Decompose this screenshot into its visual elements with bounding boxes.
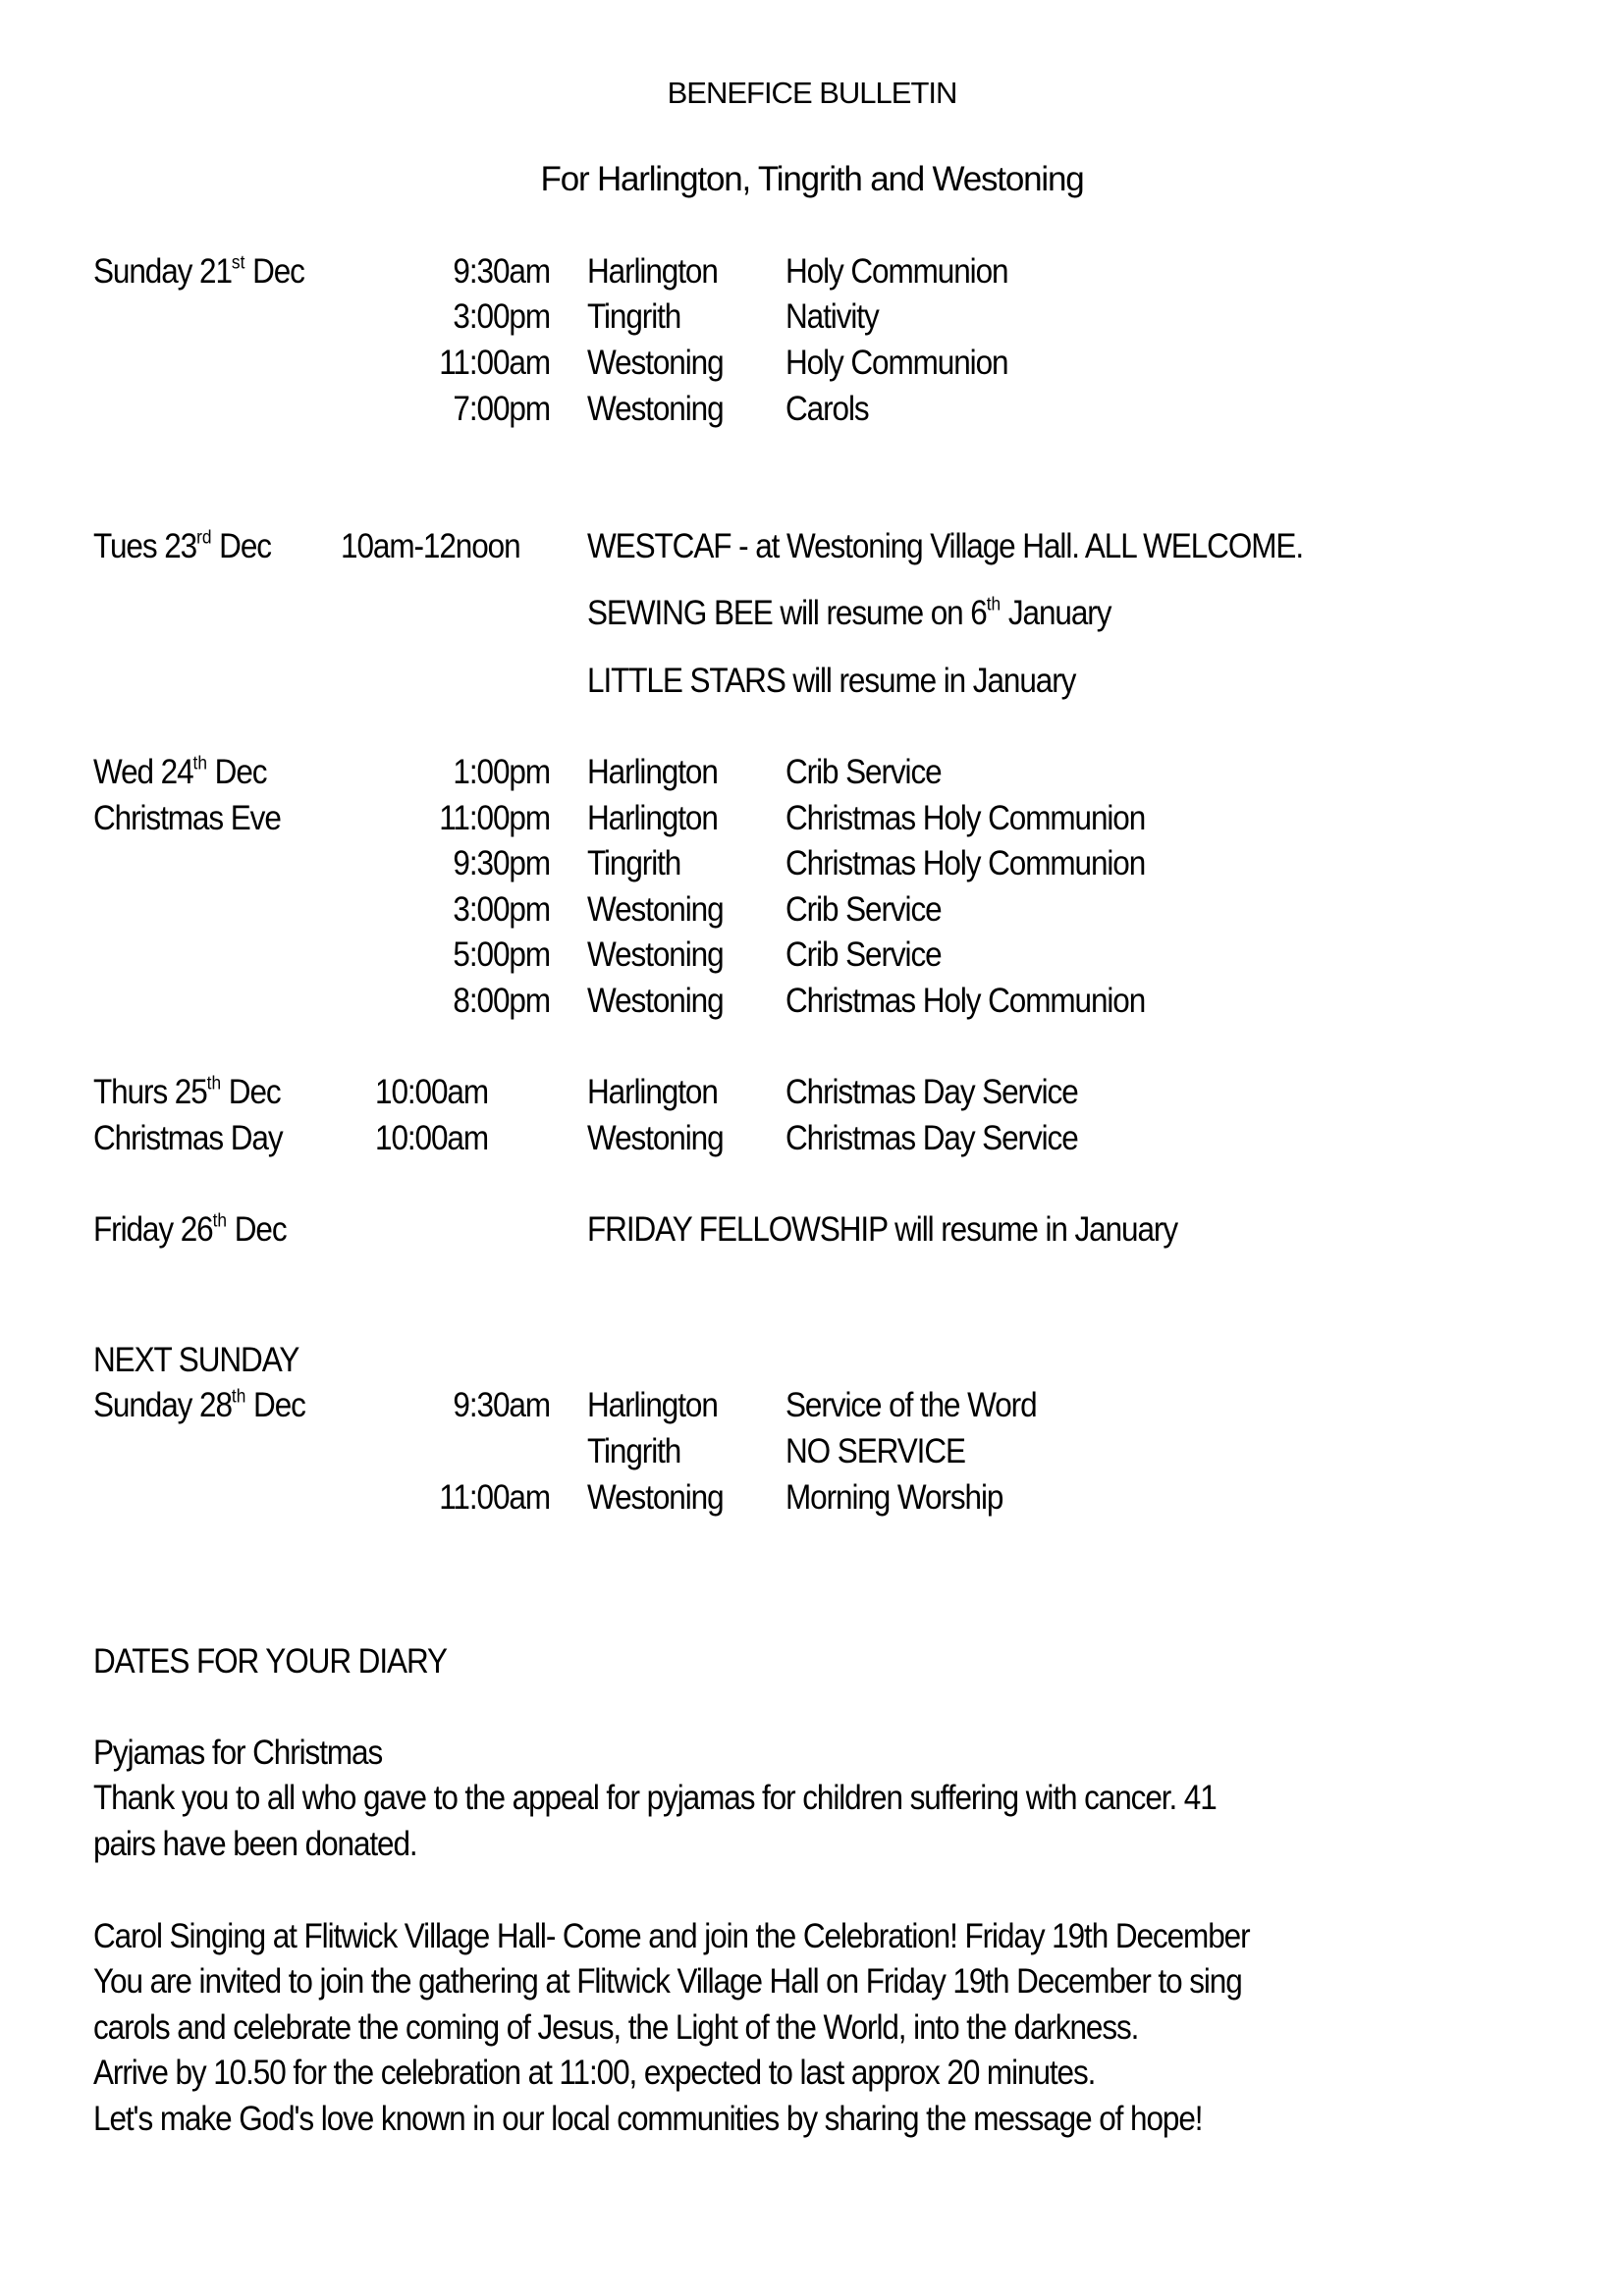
service-place: Harlington: [587, 252, 718, 291]
event-time-westcaf: 10am-12noon: [341, 527, 520, 565]
service-place: Westoning: [587, 1478, 724, 1517]
service-place: Harlington: [587, 1386, 718, 1424]
carols-line: Carol Singing at Flitwick Village Hall- Come and join the Celebration! Friday 19th December: [93, 1917, 1250, 1955]
next-sunday-heading: NEXT SUNDAY: [93, 1341, 299, 1379]
carols-line: Let's make God's love known in our local communities by sharing the message of hope!: [93, 2100, 1203, 2138]
service-place: Westoning: [587, 390, 724, 428]
date-thurs-25: Thurs 25th Dec: [93, 1073, 281, 1111]
service-time: 11:00am: [439, 344, 550, 382]
service-name: Service of the Word: [785, 1386, 1037, 1424]
service-place: Westoning: [587, 982, 724, 1020]
pyjamas-title: Pyjamas for Christmas: [93, 1734, 383, 1772]
service-place: Westoning: [587, 344, 724, 382]
service-name: NO SERVICE: [785, 1432, 965, 1470]
service-time: 7:00pm: [453, 390, 550, 428]
service-time: 10:00am: [375, 1119, 489, 1157]
event-westcaf: [587, 524, 1303, 569]
service-place: Tingrith: [587, 844, 681, 882]
service-name: Crib Service: [785, 890, 942, 929]
service-time: 5:00pm: [453, 935, 550, 974]
label-christmas-eve: Christmas Eve: [93, 799, 281, 837]
service-time: 9:30pm: [453, 844, 550, 882]
service-time: 9:30am: [453, 252, 550, 291]
service-time: 11:00am: [439, 1478, 550, 1517]
carols-line: carols and celebrate the coming of Jesus, the Light of the World, into the darkness.: [93, 2008, 1139, 2047]
service-time: 3:00pm: [453, 297, 550, 336]
bulletin-title: BENEFICE BULLETIN: [667, 76, 957, 110]
service-time: 1:00pm: [453, 753, 550, 791]
service-name: Christmas Day Service: [785, 1119, 1078, 1157]
date-sunday-28: Sunday 28th Dec: [93, 1386, 305, 1424]
service-name: Christmas Holy Communion: [785, 982, 1146, 1020]
service-name: Morning Worship: [785, 1478, 1003, 1517]
service-name: Nativity: [785, 297, 879, 336]
service-time: 9:30am: [453, 1386, 550, 1424]
service-place: Harlington: [587, 1073, 718, 1111]
service-place: Westoning: [587, 935, 724, 974]
carols-line: You are invited to join the gathering at Flitwick Village Hall on Friday 19th December to sing: [93, 1962, 1242, 2001]
service-name: Christmas Holy Communion: [785, 799, 1146, 837]
label-christmas-day: Christmas Day: [93, 1119, 283, 1157]
service-name: Holy Communion: [785, 344, 1008, 382]
service-place: Westoning: [587, 890, 724, 929]
service-name: Christmas Holy Communion: [785, 844, 1146, 882]
bulletin-subtitle: For Harlington, Tingrith and Westoning: [540, 160, 1084, 198]
event-sewing-bee: SEWING BEE will resume on 6th January: [587, 594, 1111, 632]
pyjamas-line: pairs have been donated.: [93, 1825, 417, 1863]
event-friday-fellowship: FRIDAY FELLOWSHIP will resume in January: [587, 1210, 1178, 1249]
pyjamas-line: Thank you to all who gave to the appeal for pyjamas for children suffering with cancer. 41: [93, 1779, 1217, 1817]
service-name: Crib Service: [785, 753, 942, 791]
service-place: Tingrith: [587, 297, 681, 336]
service-place: Harlington: [587, 799, 718, 837]
service-name: Holy Communion: [785, 252, 1008, 291]
service-place: Harlington: [587, 753, 718, 791]
service-place: Westoning: [587, 1119, 724, 1157]
service-time: 11:00pm: [439, 799, 550, 837]
diary-heading: DATES FOR YOUR DIARY: [93, 1642, 447, 1681]
carols-line: Arrive by 10.50 for the celebration at 11:00, expected to last approx 20 minutes.: [93, 2054, 1096, 2092]
service-time: 10:00am: [375, 1073, 489, 1111]
westcaf-name: WESTCAF: [587, 527, 731, 565]
event-little-stars: LITTLE STARS will resume in January: [587, 662, 1076, 700]
date-tues-23: Tues 23rd Dec: [93, 527, 271, 565]
service-name: Crib Service: [785, 935, 942, 974]
westcaf-details: - at Westoning Village Hall. ALL WELCOME.: [731, 527, 1304, 565]
date-sunday-21: Sunday 21st Dec: [93, 252, 304, 291]
date-wed-24: Wed 24th Dec: [93, 753, 267, 791]
service-time: 3:00pm: [453, 890, 550, 929]
service-time: 8:00pm: [453, 982, 550, 1020]
date-friday-26: Friday 26th Dec: [93, 1210, 287, 1249]
service-place: Tingrith: [587, 1432, 681, 1470]
service-name: Carols: [785, 390, 869, 428]
service-name: Christmas Day Service: [785, 1073, 1078, 1111]
